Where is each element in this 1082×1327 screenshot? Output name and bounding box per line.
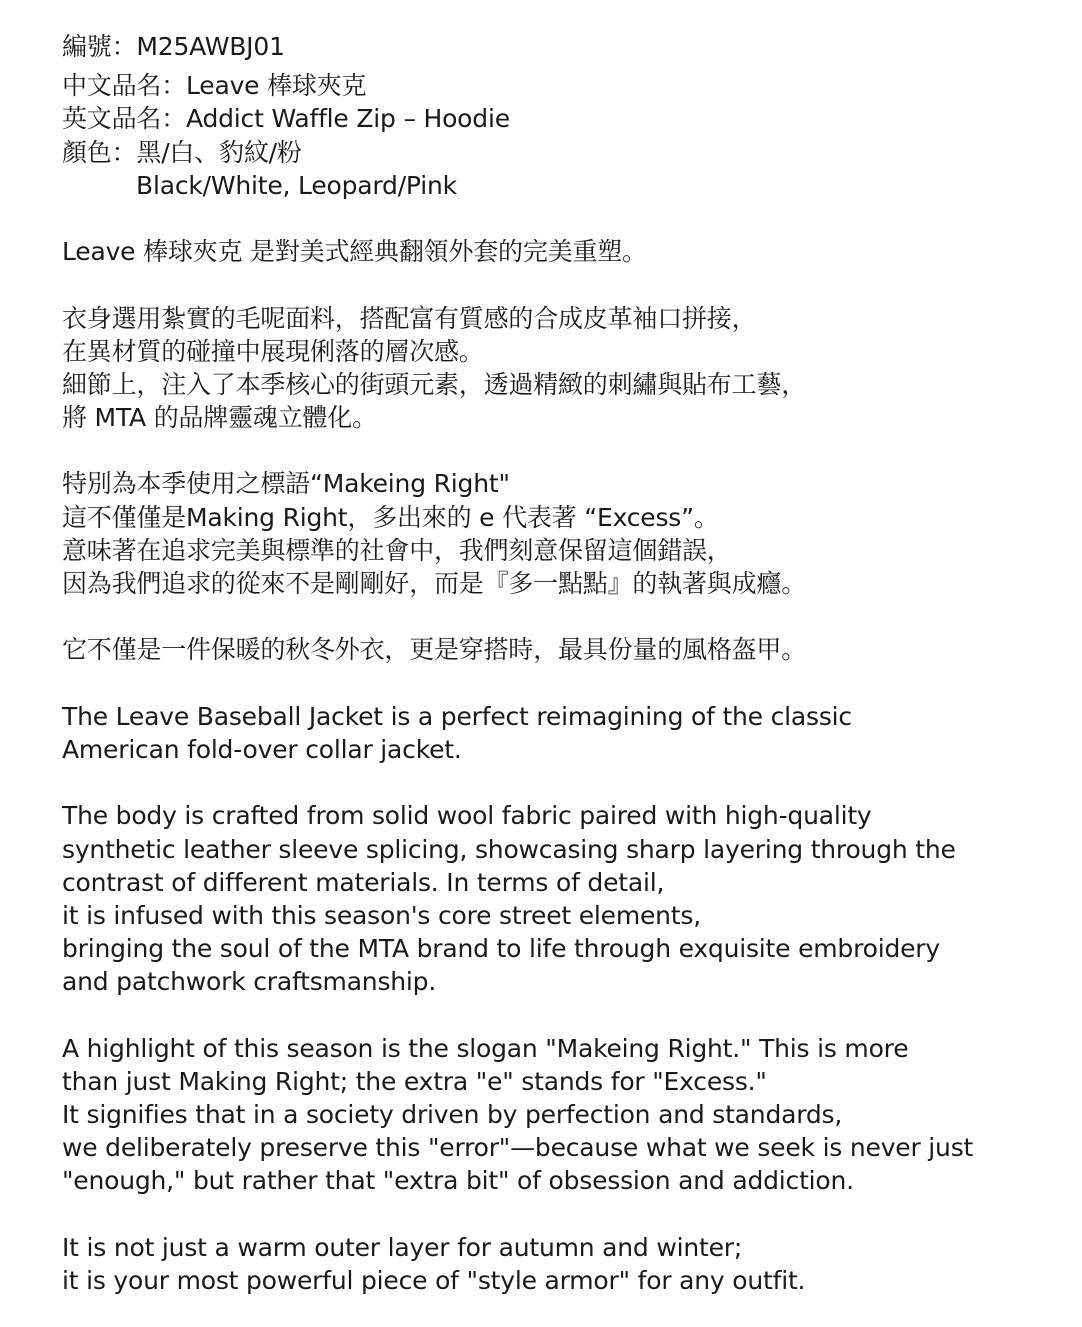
product-name-zh: 中文品名：Leave 棒球夾克 — [62, 71, 367, 101]
en-closing-line: it is your most powerful piece of "style armor" for any outfit. — [62, 1265, 806, 1295]
zh-closing-paragraph — [62, 633, 1062, 666]
en-body-line: and patchwork craftsmanship. — [62, 967, 437, 997]
zh-intro-line: Leave 棒球夾克 是對美式經典翻領外套的完美重塑。 — [62, 237, 647, 267]
en-slogan-line: than just Making Right; the extra "e" stands for "Excess." — [62, 1066, 767, 1096]
product-color-en: Black/White, Leopard/Pink — [136, 170, 457, 200]
product-code: 編號：M25AWBJ01 — [62, 32, 285, 61]
zh-body-line: 細節上，注入了本季核心的街頭元素，透過精緻的刺繡與貼布工藝， — [62, 369, 807, 399]
en-slogan-line: It signifies that in a society driven by perfection and standards, — [62, 1100, 843, 1129]
en-closing-line: It is not just a warm outer layer for autumn and winter; — [62, 1232, 743, 1262]
en-closing-paragraph — [62, 1231, 1062, 1297]
product-color-zh: 顏色：黑/白、豹紋/粉 — [62, 137, 302, 167]
en-body-line: The body is crafted from solid wool fabric paired with high-quality — [62, 801, 872, 831]
en-body-line: synthetic leather sleeve splicing, showcasing sharp layering through the — [62, 834, 956, 864]
product-description — [62, 30, 1062, 1297]
en-body-line: contrast of different materials. In terms of detail, — [62, 867, 665, 897]
en-slogan-line: A highlight of this season is the slogan "Makeing Right." This is more — [62, 1033, 909, 1063]
en-intro-line: American fold-over collar jacket. — [62, 734, 462, 764]
zh-slogan-line: 這不僅僅是Making Right，多出來的 e 代表著 “Excess”。 — [62, 502, 719, 532]
zh-body-line: 在異材質的碰撞中展現俐落的層次感。 — [62, 336, 484, 366]
product-name-en: 英文品名：Addict Waffle Zip – Hoodie — [62, 104, 510, 134]
zh-intro-paragraph — [62, 235, 1062, 268]
zh-slogan-line: 意味著在追求完美與標準的社會中，我們刻意保留這個錯誤， — [62, 535, 732, 565]
en-body-paragraph — [62, 799, 1062, 998]
product-info — [62, 30, 1062, 202]
zh-body-line: 衣身選用紮實的毛呢面料，搭配富有質感的合成皮革袖口拼接， — [62, 303, 757, 333]
en-intro-line: The Leave Baseball Jacket is a perfect reimagining of the classic — [62, 701, 852, 731]
zh-closing-line: 它不僅是一件保暖的秋冬外衣，更是穿搭時，最具份量的風格盔甲。 — [62, 635, 807, 665]
zh-slogan-line: 特別為本季使用之標語“Makeing Right" — [62, 469, 510, 499]
en-body-line: bringing the soul of the MTA brand to life through exquisite embroidery — [62, 934, 940, 964]
en-body-line: it is infused with this season's core street elements, — [62, 900, 701, 930]
zh-body-paragraph — [62, 302, 1062, 435]
zh-body-line: 將 MTA 的品牌靈魂立體化。 — [62, 403, 377, 433]
zh-slogan-paragraph — [62, 467, 1062, 600]
zh-slogan-line: 因為我們追求的從來不是剛剛好，而是『多一點點』的執著與成癮。 — [62, 569, 807, 598]
en-intro-paragraph — [62, 700, 1062, 766]
en-slogan-paragraph — [62, 1032, 1062, 1198]
en-slogan-line: we deliberately preserve this "error"—because what we seek is never just — [62, 1133, 974, 1163]
en-slogan-line: "enough," but rather that "extra bit" of obsession and addiction. — [62, 1166, 854, 1196]
